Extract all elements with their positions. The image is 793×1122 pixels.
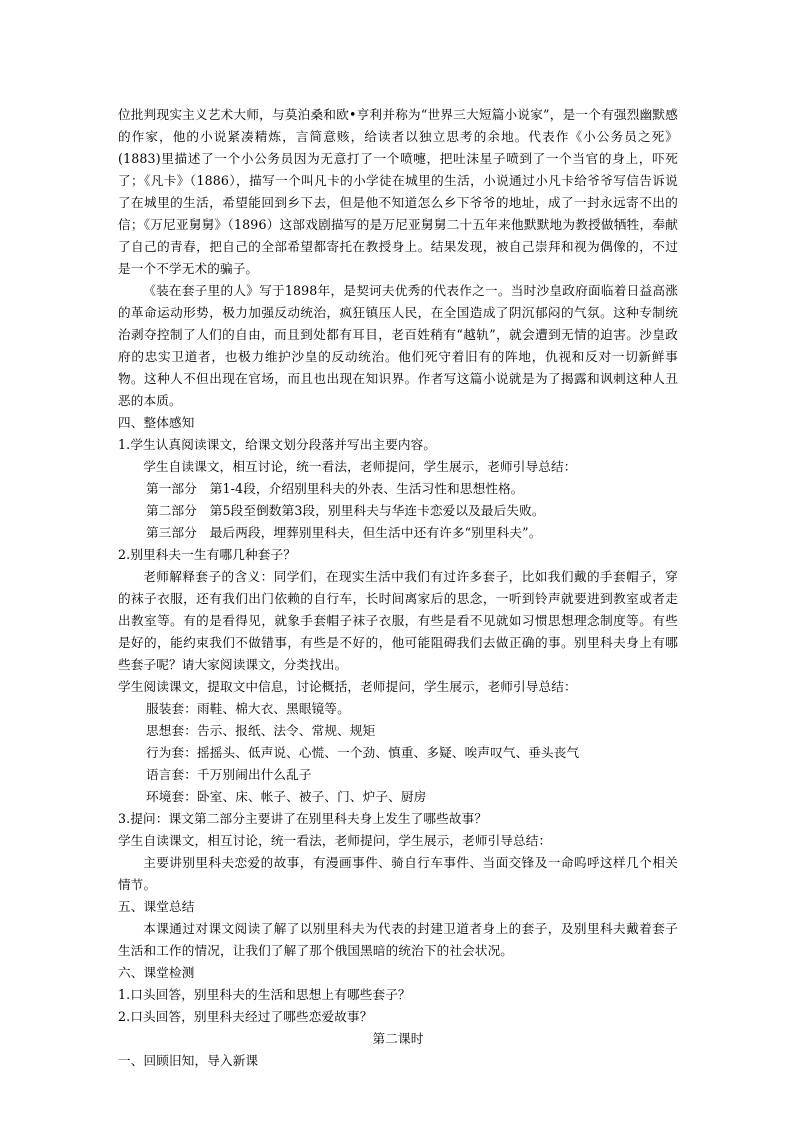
teacher-explanation-paragraph: 老师解释套子的含义：同学们，在现实生活中我们有过许多套子，比如我们戴的手套帽子，穿的袜子衣服，还有我们出门依赖的自行车，长时间离家后的思念，一听到铃声就要进到教室或者走出教室等。有的是看得见，就象手套帽子袜子衣服，有些是看不见就如习惯思想理念制度等。有些是好的，能约束我们不做错事，有些是不好的，他可能阻碍我们去做正确的事。别里科夫身上有哪些套子呢？请大家阅读课文，分类找出。 bbox=[118, 569, 678, 672]
part-three-summary: 第三部分 最后两段，埋葬别里科夫，但生活中还有许多“别里科夫”。 bbox=[146, 525, 542, 540]
part-one-summary: 第一部分 第1-4段，介绍别里科夫的外表、生活习性和思想性格。 bbox=[146, 481, 524, 496]
review-intro-heading: 一、回顾旧知，导入新课 bbox=[118, 1053, 259, 1068]
behavior-cover-item: 行为套：摇摇头、低声说、心慌、一个劲、慎重、多疑、唉声叹气、垂头丧气 bbox=[146, 745, 580, 760]
question-1: 1.学生认真阅读课文，给课文划分段落并写出主要内容。 bbox=[118, 437, 437, 452]
background-paragraph: 《装在套子里的人》写于1898年，是契诃夫优秀的代表作之一。当时沙皇政府面临着日益高涨的革命运动形势，极力加强反动统治，疯狂镇压人民，在全国造成了阴沉郁闷的气氛。这种专制统治剥夺控制了人们的自由，而且到处都有耳目，老百姓稍有“越轨”，就会遭到无情的迫害。沙皇政府的忠实卫道者，也极力维护沙皇的反动统治。他们死守着旧有的阵地，仇视和反对一切新鲜事物。这种人不但出现在官场，而且也出现在知识界。作者写这篇小说就是为了揭露和讽刺这种人丑恶的本质。 bbox=[118, 283, 678, 408]
author-intro-paragraph: 位批判现实主义艺术大师，与莫泊桑和欧•亨利并称为“世界三大短篇小说家”，是一个有强烈幽默感的作家，他的小说紧凑精炼，言简意赅，给读者以独立思考的余地。代表作《小公务员之死》(1883)里描述了一个小公务员因为无意打了一个喷嚏，把吐沫星子喷到了一个当官的身上，吓死了；《凡卡》（1886），描写一个叫凡卡的小学徒在城里的生活，小说通过小凡卡给爷爷写信告诉说了在城里的生活，希望能回到乡下去，但是他不知道怎么乡下爷爷的地址，成了一封永远寄不出的信；《万尼亚舅舅》（1896）这部戏剧描写的是万尼亚舅舅二十五年来他默默地为教授做牺牲，奉献了自己的青春，把自己的全部希望都寄托在教授身上。结果发现，被自己崇拜和视为偶像的，不过是一个不学无术的骗子。 bbox=[118, 107, 678, 276]
question-1-instruction: 学生自读课文，相互讨论，统一看法，老师提问，学生展示，老师引导总结： bbox=[143, 459, 577, 474]
question-3-answer: 主要讲别里科夫恋爱的故事，有漫画事件、骑自行车事件、当面交锋及一命呜呼这样几个相关情节。 bbox=[118, 855, 678, 892]
environment-cover-item: 环境套：卧室、床、帐子、被子、门、炉子、厨房 bbox=[146, 789, 427, 804]
question-2: 2.别里科夫一生有哪几种套子？ bbox=[118, 547, 296, 562]
part-two-summary: 第二部分 第5段至倒数第3段，别里科夫与华连卡恋爱以及最后失败。 bbox=[146, 503, 545, 518]
document-page bbox=[118, 0, 678, 1122]
class-summary-paragraph: 本课通过对课文阅读了解了以别里科夫为代表的封建卫道者身上的套子，及别里科夫戴着套子生活和工作的情况，让我们了解了那个俄国黑暗的统治下的社会状况。 bbox=[118, 921, 678, 958]
question-3: 3.提问：课文第二部分主要讲了在别里科夫身上发生了哪些故事？ bbox=[118, 811, 488, 826]
thought-cover-item: 思想套：告示、报纸、法令、常规、规矩 bbox=[146, 723, 376, 738]
question-3-instruction: 学生自读课文，相互讨论，统一看法，老师提问，学生展示，老师引导总结： bbox=[118, 833, 552, 848]
language-cover-item: 语言套：千万别闹出什么乱子 bbox=[146, 767, 312, 782]
test-question-1: 1.口头回答，别里科夫的生活和思想上有哪些套子？ bbox=[118, 987, 411, 1002]
section-heading-class-test: 六、课堂检测 bbox=[118, 965, 195, 980]
document-body bbox=[118, 104, 678, 1072]
test-question-2: 2.口头回答，别里科夫经过了哪些恋爱故事？ bbox=[118, 1009, 373, 1024]
second-lesson-heading: 第二课时 bbox=[372, 1031, 424, 1046]
clothing-cover-item: 服装套：雨鞋、棉大衣、黑眼镜等。 bbox=[146, 701, 350, 716]
section-heading-overall-perception: 四、整体感知 bbox=[118, 415, 195, 430]
section-heading-class-summary: 五、课堂总结 bbox=[118, 899, 195, 914]
question-2-instruction: 学生阅读课文，提取文中信息，讨论概括，老师提问，学生展示，老师引导总结： bbox=[118, 679, 577, 694]
